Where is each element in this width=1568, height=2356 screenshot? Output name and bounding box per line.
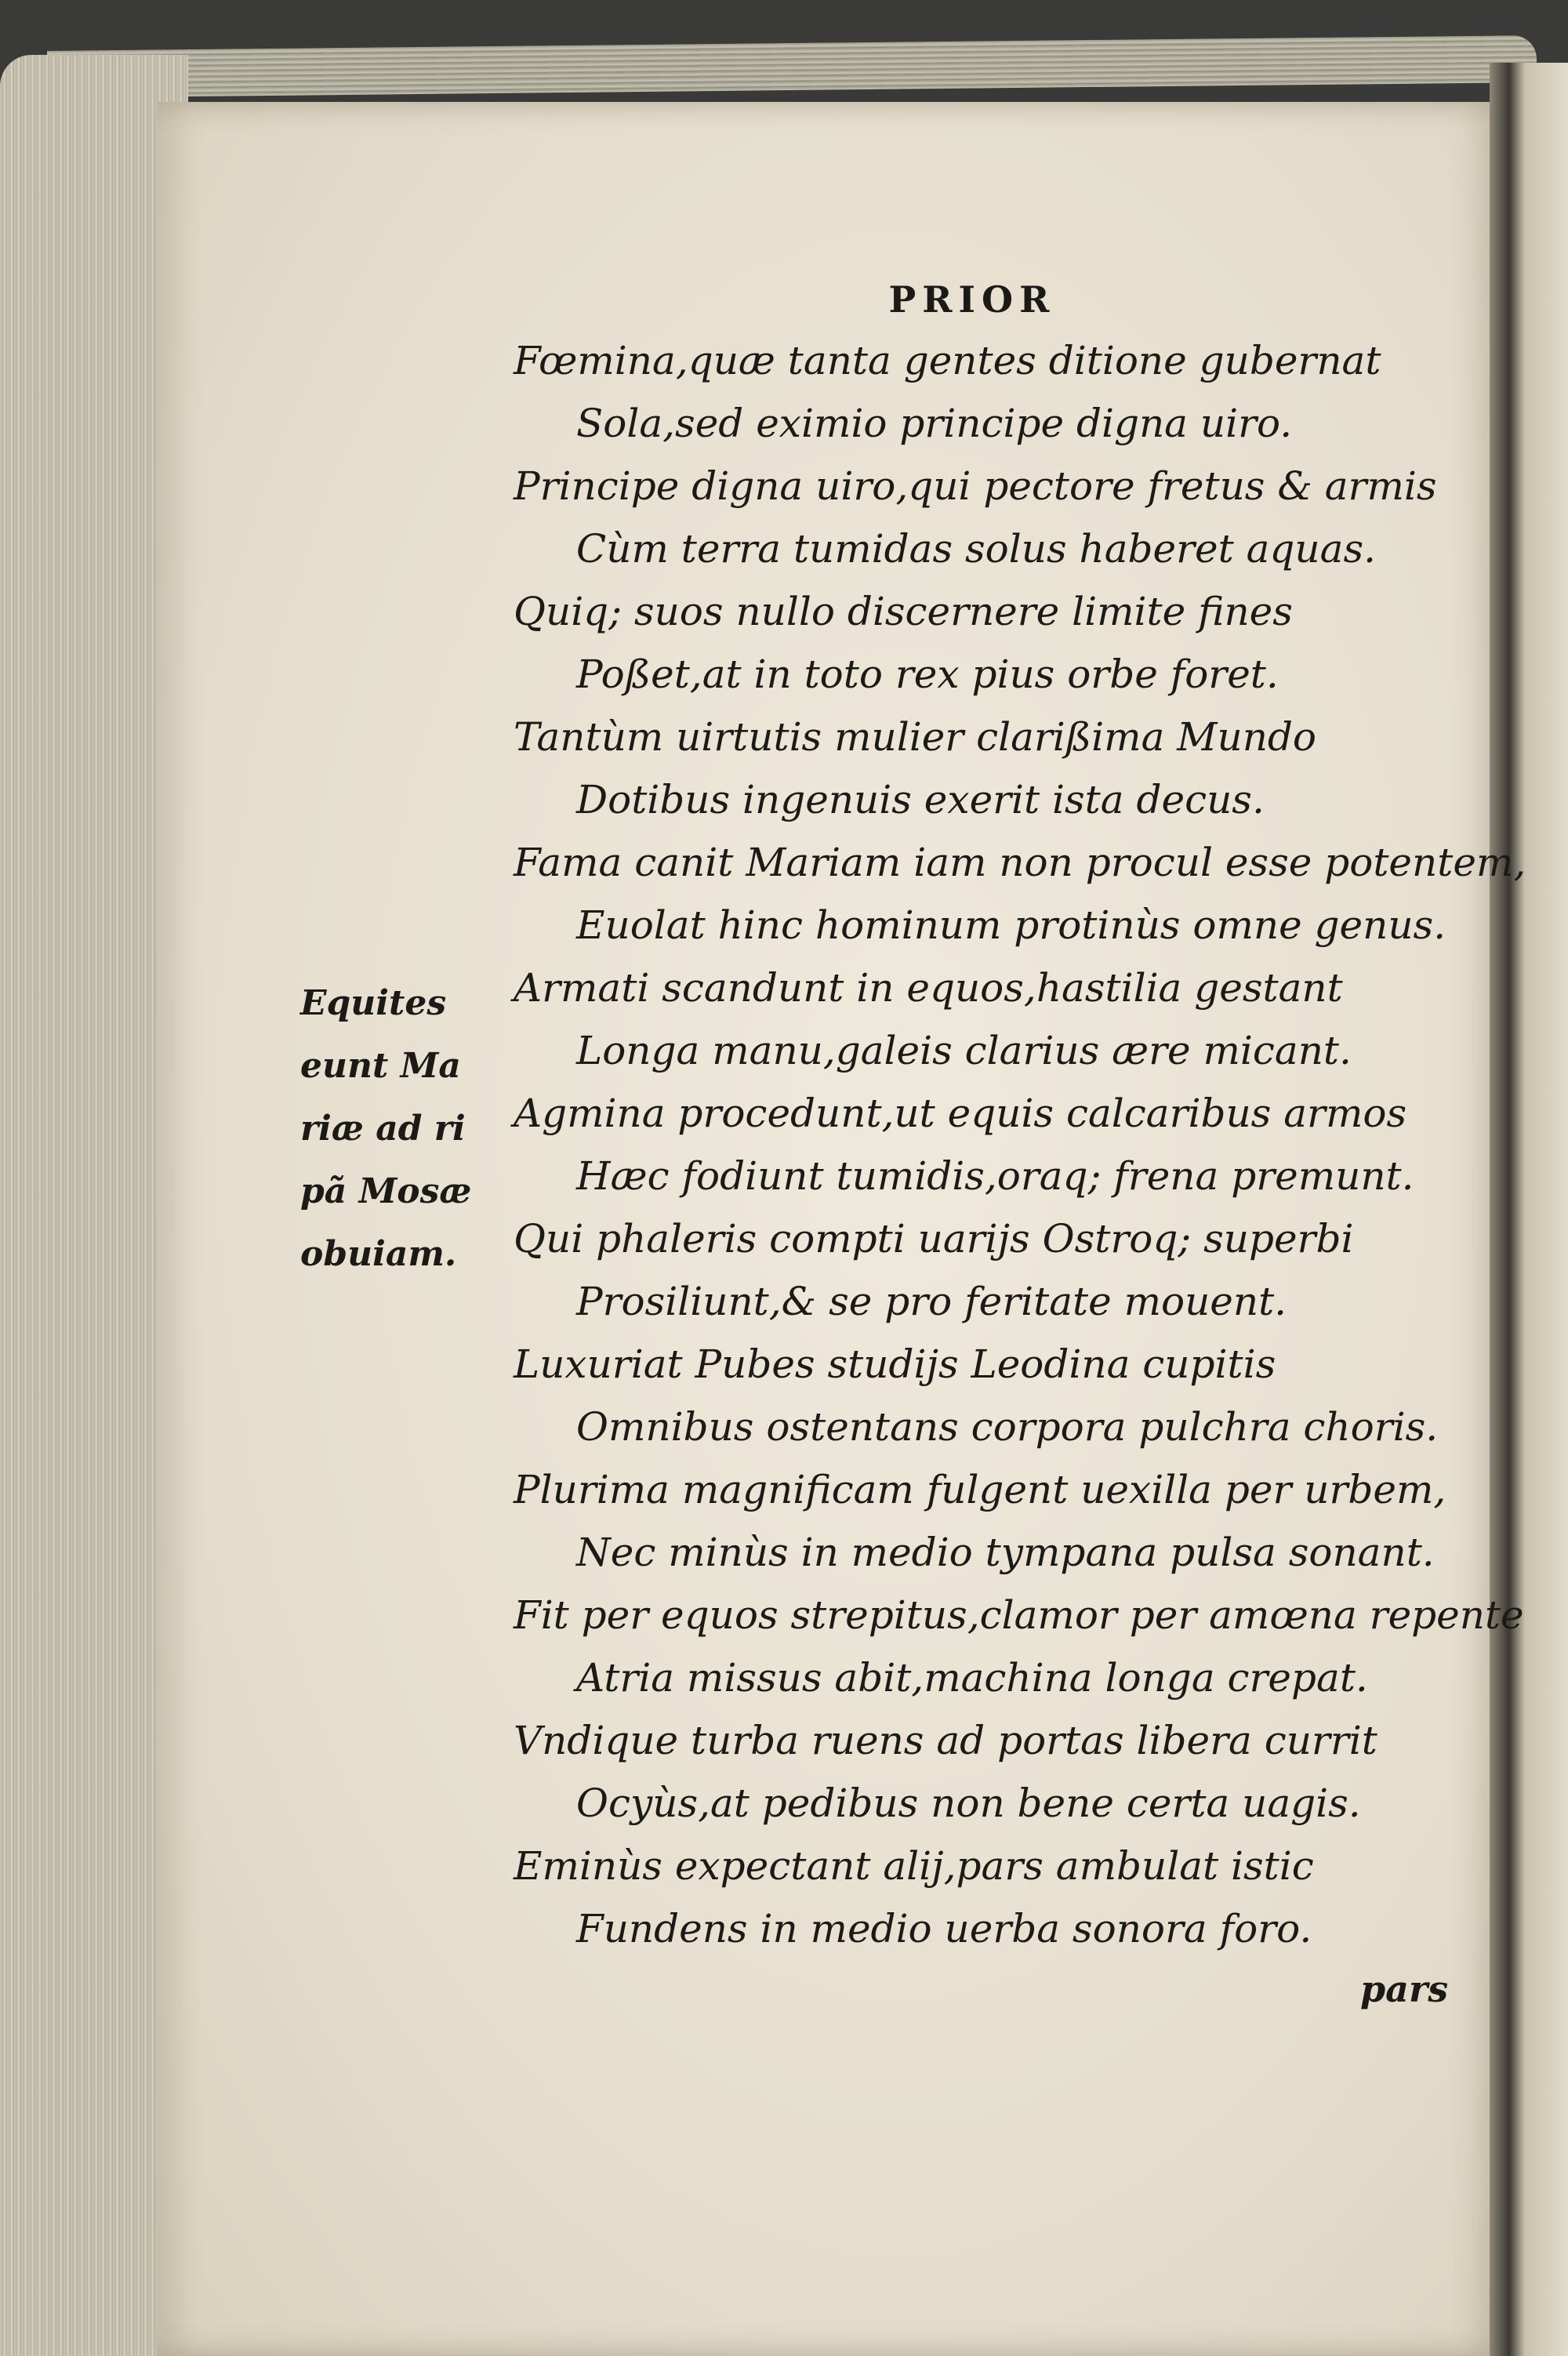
verse-line: Euolat hinc hominum protinùs omne genus. [576,902,1446,948]
marginal-note: eunt Ma [300,1046,461,1086]
verse-line: Quiq; suos nullo discernere limite fines [514,589,1293,634]
verse-line: Ocyùs,at pedibus non bene certa uagis. [576,1781,1361,1826]
verse-line: Omnibus ostentans corpora pulchra choris. [576,1404,1439,1450]
catchword: pars [1360,1968,1449,2010]
verse-line: Prosiliunt,& se pro feritate mouent. [576,1279,1287,1324]
marginal-note: pã Mosæ [300,1171,472,1211]
verse-line: Cùm terra tumidas solus haberet aquas. [576,526,1376,572]
verse-line: Principe digna uiro,qui pectore fretus & armis [514,463,1437,509]
verse-line: Luxuriat Pubes studijs Leodina cupitis [514,1341,1276,1387]
verse-line: Atria missus abit,machina longa crepat. [576,1655,1368,1701]
verse-line: Vndique turba ruens ad portas libera currit [514,1718,1377,1763]
verse-line: Fama canit Mariam iam non procul esse potentem, [514,840,1526,885]
verse-line: Fœmina,quæ tanta gentes ditione gubernat [514,338,1381,383]
book-gutter [1490,63,1568,2356]
verse-line: Tantùm uirtutis mulier clarißima Mundo [514,714,1316,760]
verse-line: Armati scandunt in equos,hastilia gestant [514,965,1343,1011]
marginal-note: obuiam. [300,1234,457,1274]
verse-line: Plurima magnificam fulgent uexilla per urbem, [514,1467,1446,1512]
verse-line: Fundens in medio uerba sonora foro. [576,1906,1312,1951]
verse-line: Qui phaleris compti uarijs Ostroq; superbi [514,1216,1354,1261]
verse-line: Nec minùs in medio tympana pulsa sonant. [576,1530,1435,1575]
verse-line: Sola,sed eximio principe digna uiro. [576,401,1293,446]
verse-line: Agmina procedunt,ut equis calcaribus armos [514,1091,1407,1136]
verse-line: Dotibus ingenuis exerit ista decus. [576,777,1265,822]
verse-line: Poßet,at in toto rex pius orbe foret. [576,652,1279,697]
verse-line: Eminùs expectant alij,pars ambulat istic [514,1843,1314,1889]
running-head: PRIOR [888,278,1056,321]
marginal-note: riæ ad ri [300,1109,466,1149]
marginal-note: Equites [300,983,447,1023]
verse-line: Fit per equos strepitus,clamor per amœna repente [514,1592,1524,1638]
book-top-edge [47,35,1537,98]
verse-line: Hæc fodiunt tumidis,oraq; frena premunt. [576,1153,1414,1199]
verse-line: Longa manu,galeis clarius ære micant. [576,1028,1352,1073]
